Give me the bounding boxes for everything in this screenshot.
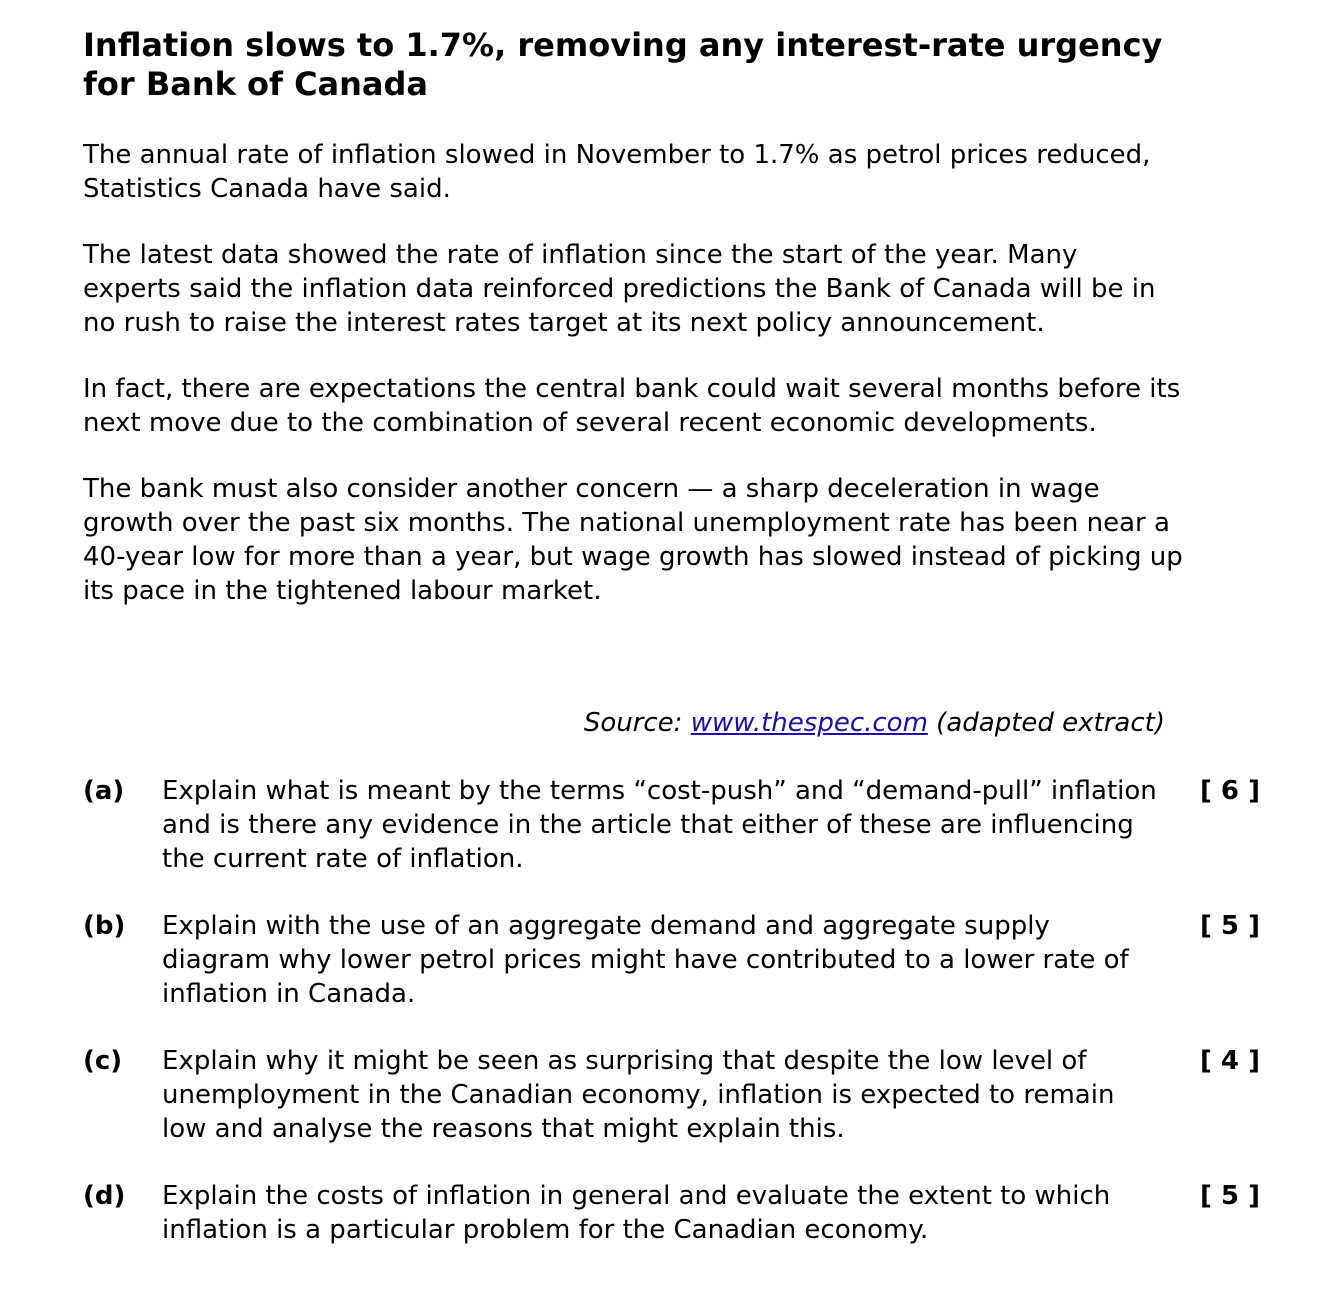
article-body — [83, 138, 1183, 640]
question-label: (b) — [83, 911, 126, 941]
question-item — [83, 909, 1273, 1011]
question-marks: [ 5 ] — [1200, 911, 1260, 941]
question-item — [83, 1179, 1273, 1247]
question-label: (d) — [83, 1181, 126, 1211]
question-label: (a) — [83, 776, 125, 806]
question-marks: [ 4 ] — [1200, 1046, 1260, 1076]
question-text: Explain what is meant by the terms “cost-push” and “demand-pull” inflation and is there any evidence in the article that either of these are influencing the current rate of inflation. — [162, 776, 1157, 874]
question-label: (c) — [83, 1046, 123, 1076]
source-citation — [83, 706, 1165, 740]
article-paragraph: In fact, there are expectations the central bank could wait several months before its next move due to the combination of several recent economic developments. — [83, 374, 1181, 438]
article-paragraph: The bank must also consider another concern — a sharp deceleration in wage growth over the past six months. The national unemployment rate has been near a 40-year low for more than a year, but wage growth has slowed instead of picking up its pace in the tightened labour market. — [83, 474, 1183, 606]
question-item — [83, 774, 1273, 876]
source-prefix: Source: — [583, 708, 691, 738]
question-text: Explain why it might be seen as surprising that despite the low level of unemployment in the Canadian economy, inflation is expected to remain low and analyse the reasons that might explain this. — [162, 1046, 1115, 1144]
question-text: Explain the costs of inflation in general and evaluate the extent to which inflation is a particular problem for the Canadian economy. — [162, 1181, 1111, 1245]
article-paragraph: The latest data showed the rate of inflation since the start of the year. Many experts said the inflation data reinforced predictions the Bank of Canada will be in no rush to raise the interest rates target at its next policy announcement. — [83, 240, 1156, 338]
question-text: Explain with the use of an aggregate demand and aggregate supply diagram why lower petrol prices might have contributed to a lower rate of inflation in Canada. — [162, 911, 1129, 1009]
question-marks: [ 5 ] — [1200, 1181, 1260, 1211]
source-link[interactable]: www.thespec.com — [690, 708, 928, 738]
source-suffix: (adapted extract) — [927, 708, 1165, 738]
article-title: Inflation slows to 1.7%, removing any interest-rate urgency for Bank of Canada — [83, 26, 1163, 103]
question-item — [83, 1044, 1273, 1146]
question-marks: [ 6 ] — [1200, 776, 1260, 806]
questions-list — [83, 774, 1273, 1280]
article-paragraph: The annual rate of inflation slowed in November to 1.7% as petrol prices reduced, Statistics Canada have said. — [83, 140, 1151, 204]
